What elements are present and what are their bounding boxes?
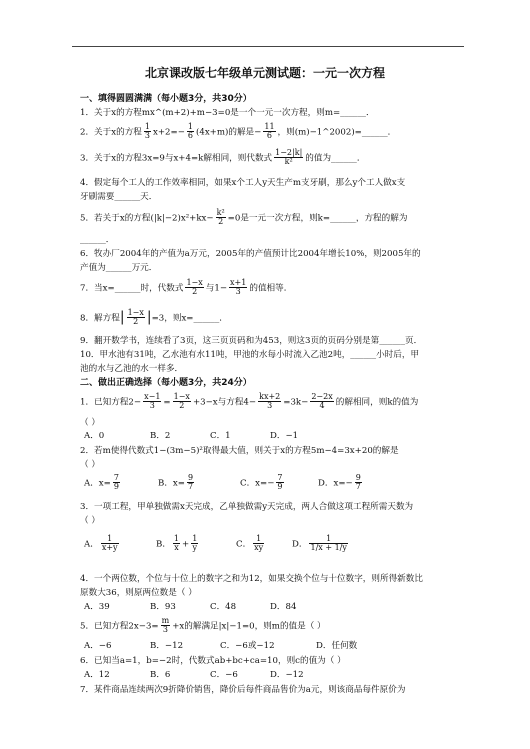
question-4: 4．假定每个工人的工作效率相同，如果x个工人y天生产m支牙刷，那么y个工人做x支 [80,178,406,188]
header-rule [72,46,464,47]
c5-option-a: A．−6 [84,641,112,651]
c2-option-b: B．x= $\frac{9}{7}$ [158,473,194,492]
choice-4: 4．一个两位数，个位与十位上的数字之和为12，如果交换个位与十位数字，则所得新数比 [80,574,423,584]
c2-paren: （ ） [80,460,100,470]
c3-paren: （ ） [80,516,100,526]
c1-option-b: B．2 [150,431,171,441]
section-heading-fill-blank: 一、填得圆圆满满（每小题3分，共30分） [80,94,252,104]
choice-2: 2．若m使得代数式1−(3m−5)²取得最大值，则关于x的方程5m−4=3x+20的解是 [80,446,399,456]
q5-pre: 5．若关于x的方程(|k|−2)x²+kx− [80,213,214,224]
c1-option-d: D．−1 [270,431,299,441]
q7-post: 的值相等． [249,283,293,294]
q3-post: 的值为______． [305,153,366,164]
q8-pre: 8．解方程 [80,313,120,324]
question-5 [80,209,465,227]
c1-frac-2: $\frac{1-x}{2}$ [173,392,190,411]
choice-1 [80,393,465,411]
q8-frac: $\frac{1-x}{2}$ [127,308,144,327]
c4-option-a: A．39 [84,602,110,612]
c1-frac-3: $\frac{kx+2}{3}$ [259,392,281,411]
q2-frac-2: $\frac{1}{6}$ [187,122,193,141]
c2-option-a: A．x= $\frac{7}{9}$ [84,473,119,492]
c4-option-b: B．93 [150,602,176,612]
question-6-cont: 产值为______万元． [80,263,158,273]
c2-option-c: C．x=− $\frac{7}{9}$ [240,473,283,492]
question-2 [80,123,465,141]
q7-pre: 7．当x=______时，代数式 [80,283,184,294]
page-title: 北京课改版七年级单元测试题：一元一次方程 [144,66,385,80]
question-10: 10．甲水池有31吨，乙水池有水11吨，甲池的水每小时流入乙池2吨，______小时后，甲 [80,350,420,360]
q7-frac-2: $\frac{x+1}{3}$ [230,278,247,297]
c5-option-d: D．任何数 [316,641,358,651]
c6-option-a: A．12 [84,670,110,680]
c4-option-d: D．84 [270,602,297,612]
c6-option-c: C．−6 [210,670,238,680]
q3-frac: $\frac{1-2|k|}{\text{k²}}$ [275,148,303,167]
c1-option-a: A．0 [84,431,105,441]
c1-c: =3k− [283,397,309,408]
c1-eq: = [163,397,171,408]
c3-option-c: C． $\frac{1}{xy}$ [236,534,264,553]
c1-post: 的解相同，则k的值为 [335,397,419,408]
c5-option-b: B．−12 [150,641,184,651]
q5-post: =0是一元一次方程，则k=______，方程的解为 [227,213,408,224]
q7-mid: 与1− [205,283,228,294]
c5-post: +x的解满足|x|−1=0，则m的值是（ ） [172,621,326,632]
c1-pre: 1．已知方程2− [80,397,142,408]
c1-frac-4: $\frac{2-2x}{4}$ [311,392,333,411]
c1-b: +3−x与方程4− [192,397,257,408]
c5-pre: 5．已知方程2x−3= [80,621,159,632]
question-8: 8．解方程| $\frac{1-x}{2}$ |=3，则x=______． [80,308,228,327]
c6-option-d: D．−12 [270,670,304,680]
question-4-cont: 牙刷需要______天． [80,192,158,202]
q2-frac-3: $\frac{11}{6}$ [264,122,275,141]
c6-option-b: B．6 [150,670,171,680]
choice-3: 3．一项工程，甲单独做需x天完成，乙单独做需y天完成，两人合做这项工程所需天数为 [80,502,414,512]
section-heading-choice: 二、做出正确选择（每小题3分，共24分） [80,378,252,388]
c1-option-c: C．1 [210,431,231,441]
q5-frac: $\frac{\text{k²}}{2}$ [216,208,225,227]
q2-pre: 2．关于x的方程 [80,127,142,138]
c3-option-d: D． $\frac{1}{1/x + 1/y}$ [292,534,347,553]
choice-4-cont: 原数大36，则原两位数是（ ） [80,588,197,598]
question-10-cont: 池的水与乙池的水一样多． [80,364,184,374]
question-9: 9．翻开数学书，连续看了3页，这三页页码和为453，则这3页的页码分别是第______页． [80,336,423,346]
c2-option-d: D．x=− $\frac{9}{7}$ [318,473,361,492]
question-5-cont: ______． [80,235,115,245]
q8-post: =3，则x=______． [151,313,228,324]
c5-frac: $\frac{m}{3}$ [161,616,170,635]
c5-option-c: C．−6或−12 [220,641,275,651]
q2-mid2: (4x+m)的解是− [196,127,262,138]
question-6: 6．牧办厂2004年的产值为a万元，2005年的产值预计比2004年增长10%，则2005年的 [80,249,421,259]
q3-pre: 3．关于x的方程3x=9与x+4=k解相同，则代数式 [80,153,273,164]
choice-7: 7．某件商品连续两次9折降价销售，降价后每件商品售价为a元，则该商品每件原价为 [80,685,406,695]
q7-frac-1: $\frac{1-x}{2}$ [186,278,203,297]
c1-frac-1: $\frac{x-1}{3}$ [144,392,161,411]
q2-mid: x+2=− [152,127,185,138]
question-3 [80,149,465,167]
question-7 [80,279,465,297]
c3-option-a: A． $\frac{1}{x+y}$ [84,534,118,553]
q2-post: ，则(m)−1^2002)=______． [277,127,397,138]
choice-5 [80,617,465,635]
c4-option-c: C．48 [210,602,237,612]
q2-frac-1: $\frac{1}{3}$ [144,122,150,141]
c1-paren: （ ） [80,418,100,428]
choice-6: 6．已知当a=1，b=−2时，代数式ab+bc+ca=10，则c的值为（ ） [80,656,346,666]
c3-option-b: B． $\frac{1}{x}$ + $\frac{1}{y}$ [156,534,198,553]
question-1: 1．关于x的方程mx^(m+2)+m−3=0是一个一元一次方程，则m=______． [80,108,375,118]
